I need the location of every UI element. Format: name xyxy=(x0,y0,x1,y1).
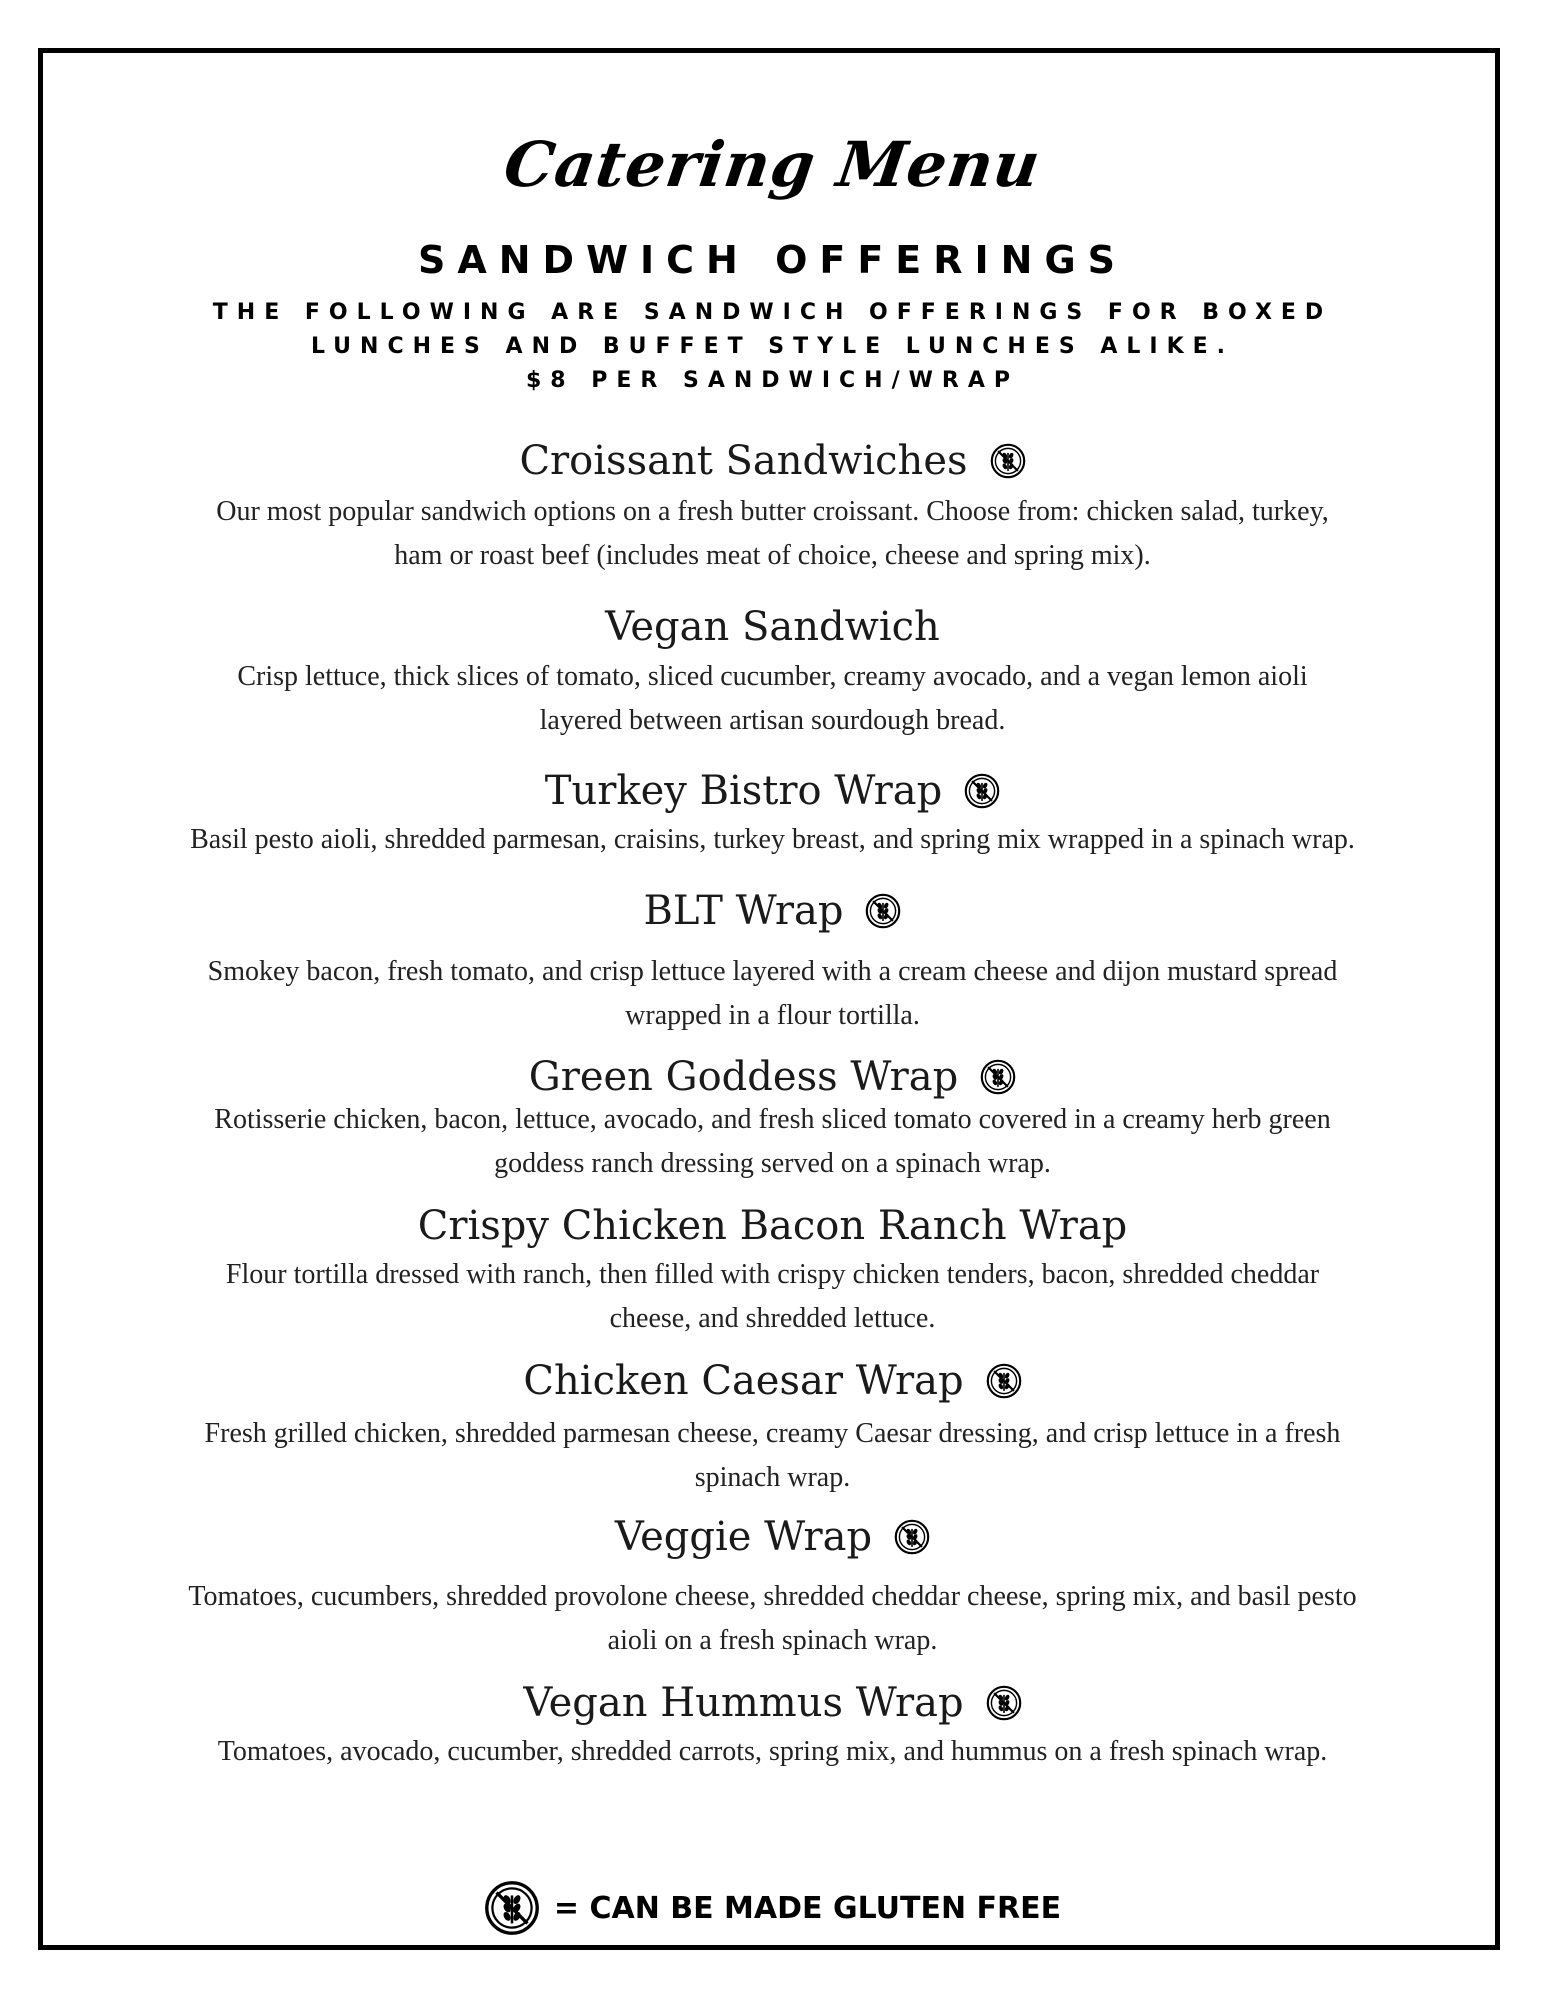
menu-item-name xyxy=(0,888,1545,934)
description-line: Our most popular sandwich options on a fresh butter croissant. Choose from: chicken salad, turkey, xyxy=(216,496,1329,527)
description-line: aioli on a fresh spinach wrap. xyxy=(607,1625,938,1656)
legend-text: = CAN BE MADE GLUTEN FREE xyxy=(553,1890,1062,1926)
page-title: Catering Menu xyxy=(499,128,1046,201)
item-name-text: Veggie Wrap xyxy=(614,1514,873,1560)
menu-item-description xyxy=(130,655,1415,743)
menu-item-name xyxy=(0,1203,1545,1249)
description-line: Tomatoes, avocado, cucumber, shredded carrots, spring mix, and hummus on a fresh spinach wrap. xyxy=(217,1736,1328,1767)
gluten-free-icon xyxy=(484,1880,540,1936)
gluten-free-icon xyxy=(865,893,901,929)
menu-item-description xyxy=(130,950,1415,1038)
description-line: cheese, and shredded lettuce. xyxy=(609,1303,936,1334)
menu-item-description xyxy=(130,1730,1415,1774)
intro-line: THE FOLLOWING ARE SANDWICH OFFERINGS FOR BOXED xyxy=(212,300,1333,325)
item-name-text: Croissant Sandwiches xyxy=(519,438,968,484)
menu-item-name xyxy=(0,768,1545,814)
description-line: Basil pesto aioli, shredded parmesan, craisins, turkey breast, and spring mix wrapped in a spinach wrap. xyxy=(190,824,1355,855)
menu-item-name xyxy=(0,604,1545,650)
menu-item-name xyxy=(0,1514,1545,1560)
gluten-free-legend xyxy=(0,1880,1545,1936)
description-line: Fresh grilled chicken, shredded parmesan cheese, creamy Caesar dressing, and crisp lettuce in a fresh xyxy=(204,1418,1341,1449)
intro-line: $8 PER SANDWICH/WRAP xyxy=(526,368,1019,393)
description-line: spinach wrap. xyxy=(694,1462,851,1493)
item-name-text: BLT Wrap xyxy=(643,888,844,934)
gluten-free-icon xyxy=(980,1059,1016,1095)
menu-item-name xyxy=(0,1054,1545,1100)
menu-item-description xyxy=(130,1098,1415,1186)
item-name-text: Turkey Bistro Wrap xyxy=(544,768,943,814)
section-intro xyxy=(120,296,1425,398)
gluten-free-icon xyxy=(964,773,1000,809)
item-name-text: Green Goddess Wrap xyxy=(528,1054,959,1100)
item-name-text: Chicken Caesar Wrap xyxy=(523,1358,964,1404)
description-line: Tomatoes, cucumbers, shredded provolone cheese, shredded cheddar cheese, spring mix, and basil pesto xyxy=(188,1581,1357,1612)
menu-item-description xyxy=(130,1253,1415,1341)
description-line: Smokey bacon, fresh tomato, and crisp lettuce layered with a cream cheese and dijon mustard spread xyxy=(207,956,1338,987)
description-line: wrapped in a flour tortilla. xyxy=(625,1000,920,1031)
item-name-text: Crispy Chicken Bacon Ranch Wrap xyxy=(417,1203,1128,1249)
gluten-free-icon xyxy=(986,1685,1022,1721)
menu-item-description xyxy=(130,1412,1415,1500)
gluten-free-icon xyxy=(986,1363,1022,1399)
menu-item-description xyxy=(130,490,1415,578)
menu-item-description xyxy=(130,818,1415,862)
description-line: layered between artisan sourdough bread. xyxy=(539,705,1006,736)
menu-item-name xyxy=(0,438,1545,484)
section-heading: SANDWICH OFFERINGS xyxy=(417,238,1128,282)
menu-item-description xyxy=(130,1575,1415,1663)
menu-item-name xyxy=(0,1680,1545,1726)
intro-line: LUNCHES AND BUFFET STYLE LUNCHES ALIKE. xyxy=(310,334,1235,359)
item-name-text: Vegan Sandwich xyxy=(605,604,940,650)
description-line: Crisp lettuce, thick slices of tomato, sliced cucumber, creamy avocado, and a vegan lemon aioli xyxy=(237,661,1308,692)
description-line: ham or roast beef (includes meat of choice, cheese and spring mix). xyxy=(394,540,1151,571)
description-line: Flour tortilla dressed with ranch, then filled with crispy chicken tenders, bacon, shredded cheddar xyxy=(225,1259,1320,1290)
description-line: Rotisserie chicken, bacon, lettuce, avocado, and fresh sliced tomato covered in a creamy herb green xyxy=(214,1104,1331,1135)
description-line: goddess ranch dressing served on a spinach wrap. xyxy=(494,1148,1051,1179)
menu-item-name xyxy=(0,1358,1545,1404)
gluten-free-icon xyxy=(990,443,1026,479)
item-name-text: Vegan Hummus Wrap xyxy=(523,1680,964,1726)
gluten-free-icon xyxy=(894,1519,930,1555)
